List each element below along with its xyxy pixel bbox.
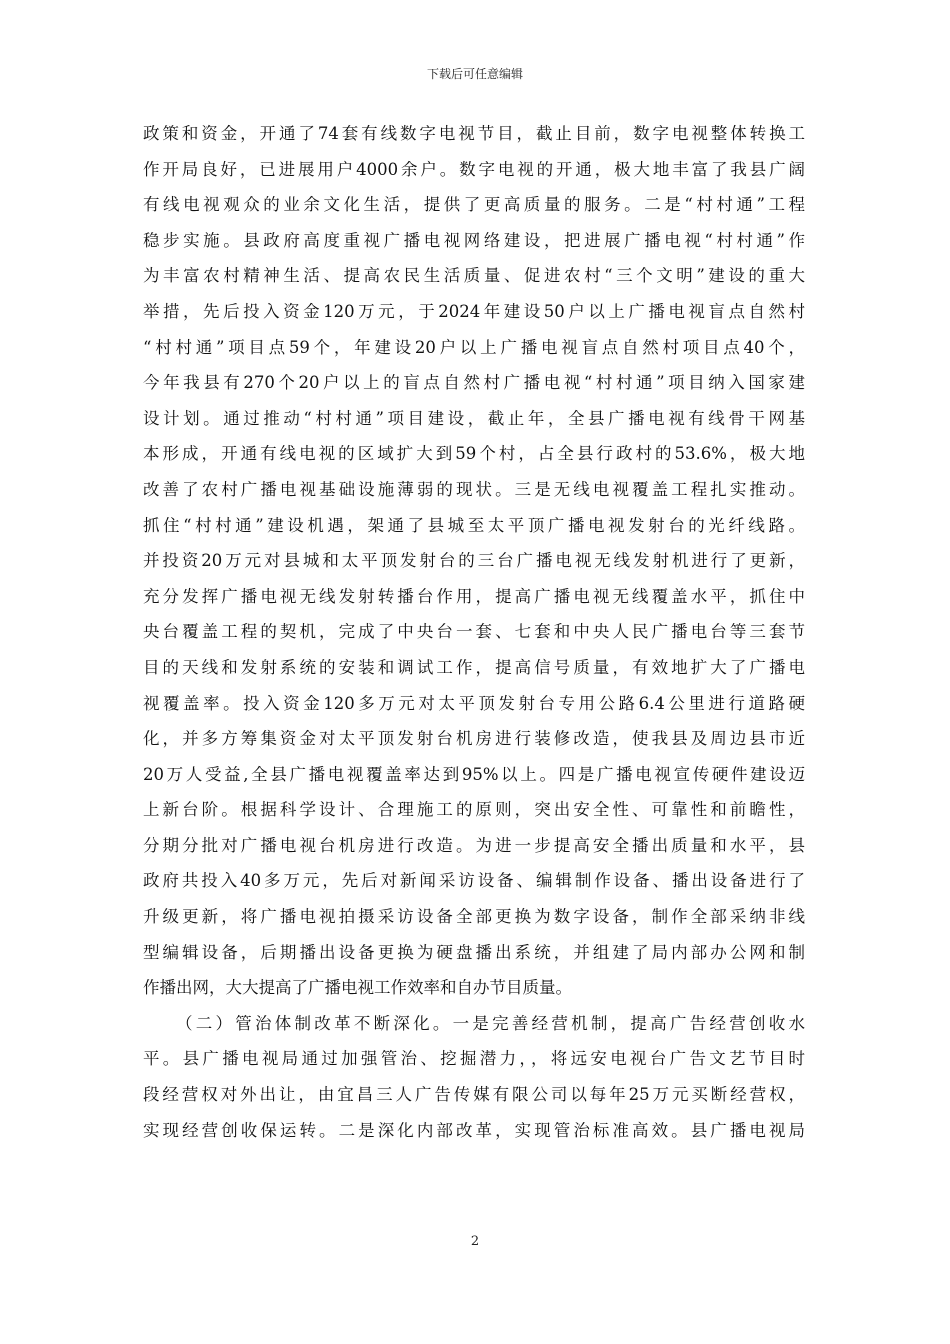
text-line: 政府共投入40多万元，先后对新闻采访设备、编辑制作设备、播出设备进行了 — [143, 871, 805, 891]
text-line: 充分发挥广播电视无线发射转播台作用，提高广播电视无线覆盖水平，抓住中 — [143, 586, 805, 606]
text-line: 有线电视观众的业余文化生活，提供了更高质量的服务。二是“村村通”工程 — [143, 195, 805, 215]
text-line: 视覆盖率。投入资金120多万元对太平顶发射台专用公路6.4公里进行道路硬 — [143, 693, 805, 713]
text-line: 实现经营创收保运转。二是深化内部改革，实现管治标准高效。县广播电视局 — [143, 1120, 805, 1140]
section-heading-line: （二）管治体制改革不断深化。一是完善经营机制，提高广告经营创收水 — [176, 1013, 805, 1033]
document-body — [143, 116, 805, 1148]
text-line: 为丰富农村精神生活、提高农民生活质量、促进农村“三个文明”建设的重大 — [143, 266, 805, 286]
text-line: 上新台阶。根据科学设计、合理施工的原则，突出安全性、可靠性和前瞻性， — [143, 800, 805, 820]
text-line: 设计划。通过推动“村村通”项目建设，截止年，全县广播电视有线骨干网基 — [143, 408, 805, 428]
text-line: 分期分批对广播电视台机房进行改造。为进一步提高安全播出质量和水平，县 — [143, 835, 805, 855]
text-line: 政策和资金，开通了74套有线数字电视节目，截止目前，数字电视整体转换工 — [143, 124, 805, 143]
text-line: 央台覆盖工程的契机，完成了中央台一套、七套和中央人民广播电台等三套节 — [143, 622, 805, 642]
page-header-note: 下载后可任意编辑 — [426, 67, 523, 81]
text-line: 平。县广播电视局通过加强管治、挖掘潜力，，将远安电视台广告文艺节目时 — [143, 1049, 805, 1069]
text-line: 化，并多方筹集资金对太平顶发射台机房进行装修改造，使我县及周边县市近 — [143, 729, 805, 749]
text-line: “村村通”项目点59个，年建设20户以上广播电视盲点自然村项目点40个， — [143, 337, 805, 357]
text-line: 并投资20万元对县城和太平顶发射台的三台广播电视无线发射机进行了更新， — [143, 551, 805, 571]
text-line: 举措，先后投入资金120万元，于2024年建设50户以上广播电视盲点自然村 — [143, 301, 805, 321]
text-line: 改善了农村广播电视基础设施薄弱的现状。三是无线电视覆盖工程扎实推动。 — [143, 479, 805, 499]
text-line: 20万人受益,全县广播电视覆盖率达到95%以上。四是广播电视宣传硬件建设迈 — [143, 764, 805, 784]
text-line: 稳步实施。县政府高度重视广播电视网络建设，把进展广播电视“村村通”作 — [143, 230, 805, 250]
text-line: 目的天线和发射系统的安装和调试工作，提高信号质量，有效地扩大了广播电 — [143, 657, 805, 677]
text-line: 作开局良好，已进展用户4000余户。数字电视的开通，极大地丰富了我县广阔 — [143, 159, 805, 179]
page-number: 2 — [470, 1234, 480, 1249]
text-line: 作播出网，大大提高了广播电视工作效率和自办节目质量。 — [143, 978, 572, 998]
text-line: 本形成，开通有线电视的区域扩大到59个村，占全县行政村的53.6%，极大地 — [143, 444, 805, 464]
text-line: 升级更新，将广播电视拍摄采访设备全部更换为数字设备，制作全部采纳非线 — [143, 907, 805, 927]
text-line: 抓住“村村通”建设机遇，架通了县城至太平顶广播电视发射台的光纤线路。 — [143, 515, 805, 535]
text-line: 段经营权对外出让，由宜昌三人广告传媒有限公司以每年25万元买断经营权， — [143, 1085, 805, 1105]
text-line: 型编辑设备，后期播出设备更换为硬盘播出系统，并组建了局内部办公网和制 — [143, 942, 805, 962]
text-line: 今年我县有270个20户以上的盲点自然村广播电视“村村通”项目纳入国家建 — [143, 373, 805, 393]
